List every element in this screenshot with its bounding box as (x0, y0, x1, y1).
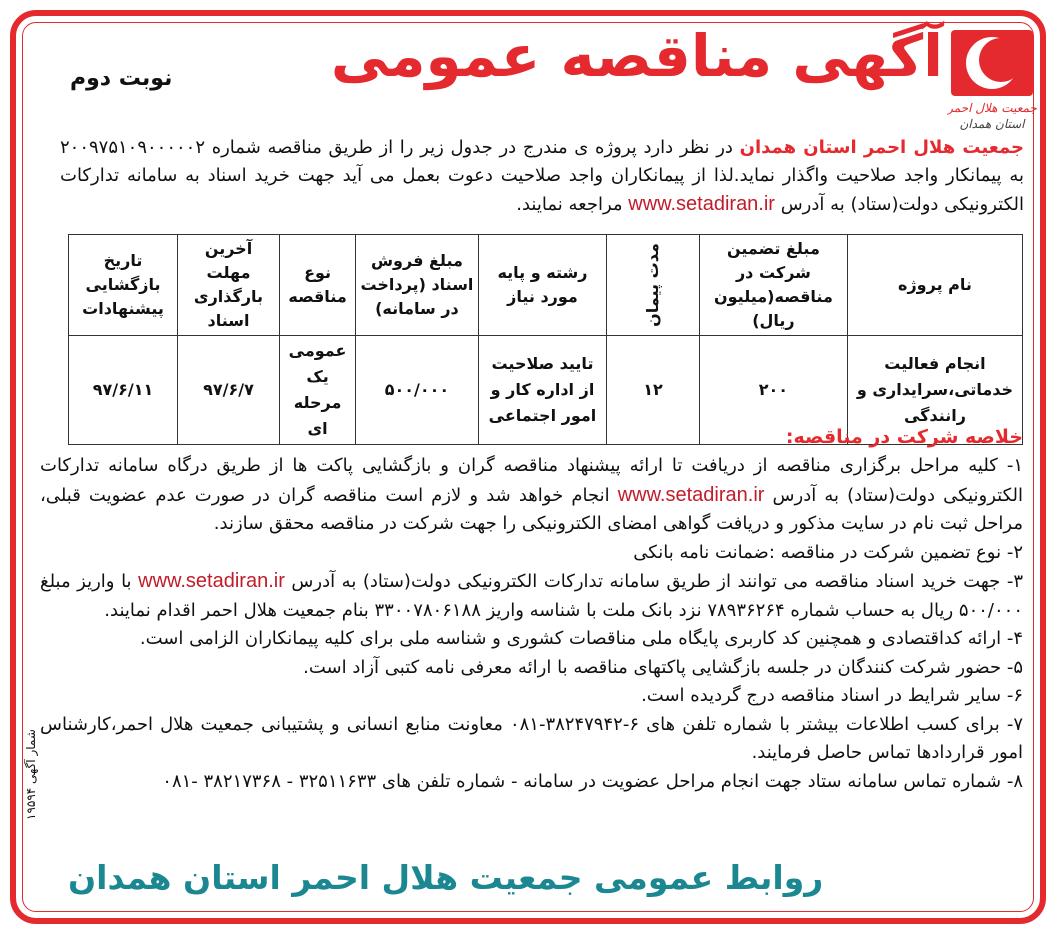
cell-duration: ۱۲ (607, 336, 700, 445)
tender-table (68, 234, 1023, 445)
summary-item-3-text-a: ۳- جهت خرید اسناد مناقصه می توانند از طریق سامانه تدارکات الکترونیکی دولت(ستاد) به آدرس (284, 571, 1023, 592)
cell-tender-type: عمومی یک مرحله ای (279, 336, 355, 445)
logo-text-2: استان همدان (959, 117, 1025, 131)
table-header-row (69, 235, 1023, 336)
red-crescent-logo-icon (947, 28, 1037, 133)
side-ad-number: شمار آگهی ۱۹۵۹۴ (24, 729, 38, 820)
intro-url-link[interactable]: www.setadiran.ir (628, 193, 775, 215)
header-guarantee: مبلغ تضمین شرکت در مناقصه(میلیون ریال) (699, 235, 847, 336)
cell-opening-date: ۹۷/۶/۱۱ (69, 336, 178, 445)
footer-signature: روابط عمومی جمعیت هلال احمر استان همدان (68, 858, 824, 897)
header-project-name: نام پروژه (847, 235, 1022, 336)
page-title: آگهی مناقصه عمومی (330, 22, 943, 90)
header-field: رشته و پایه مورد نیاز (478, 235, 606, 336)
summary-item-1-text-a: ۱- کلیه مراحل برگزاری مناقصه از دریافت تا ارائه پیشنهاد مناقصه گران و بازگشایی پاکت ها از طریق درگاه سامانه تدارکات الکترونیکی دولت(ستاد) به آدرس (40, 455, 1023, 506)
organization-name: جمعیت هلال احمر استان همدان (739, 137, 1024, 158)
summary-title: خلاصه شرکت در مناقصه: (785, 426, 1023, 448)
cell-field: تایید صلاحیت از اداره کار و امور اجتماعی (478, 336, 606, 445)
cell-deadline: ۹۷/۶/۷ (178, 336, 280, 445)
cell-project-name: انجام فعالیت خدماتی،سرایداری و رانندگی (847, 336, 1022, 445)
intro-paragraph (60, 134, 1024, 219)
summary-item-5: ۵- حضور شرکت کنندگان در جلسه بازگشایی پاکتهای مناقصه با ارائه معرفی نامه کتبی آزاد است. (303, 656, 1023, 678)
header-duration-text: مدت پیمان (643, 243, 663, 327)
summary-item-8: ۸- شماره تماس سامانه ستاد جهت انجام مراحل عضویت در سامانه - شماره تلفن های ۳۲۵۱۱۶۳۳ - ۳۸۲۱۷۳۶۸ -۰۸۱ (162, 770, 1023, 792)
header-opening-date: تاریخ بازگشایی پیشنهادات (69, 235, 178, 336)
summary-item-7: ۷- برای کسب اطلاعات بیشتر با شماره تلفن های ۶-۳۸۲۴۷۹۴۲-۰۸۱ معاونت منابع انسانی و پشتیبانی جمعیت هلال احمر،کارشناس امور قراردادها تماس حاصل فرمایند. (40, 713, 1023, 763)
round-label: نوبت دوم (70, 66, 173, 91)
summary-item-3-url-link[interactable]: www.setadiran.ir (138, 570, 285, 592)
summary-item-4: ۴- ارائه کداقتصادی و همچنین کد کاربری پایگاه ملی مناقصات کشوری و شناسه ملی برای کلیه پیمانکاران الزامی است. (139, 628, 1023, 649)
header-tender-type: نوع مناقصه (279, 235, 355, 336)
summary-item-6: ۶- سایر شرایط در اسناد مناقصه درج گردیده است. (641, 685, 1023, 706)
intro-text-2: مراجعه نمایند. (516, 194, 629, 215)
cell-guarantee: ۲۰۰ (699, 336, 847, 445)
cell-doc-price: ۵۰۰/۰۰۰ (356, 336, 479, 445)
logo-text-1: جمعیت هلال احمر (947, 101, 1037, 115)
header-doc-price: مبلغ فروش اسناد (پرداخت در سامانه) (356, 235, 479, 336)
summary-item-3-text-b: با واریز مبلغ ۵۰۰/۰۰۰ ریال به حساب شماره ۷۸۹۳۶۲۶۴ نزد بانک ملت با شناسه واریز ۳۳۰۰۷۸۰۶۱۸۸ بنام جمعیت هلال احمر اقدام نمایند. (40, 571, 1023, 621)
summary-item-2: ۲- نوع تضمین شرکت در مناقصه :ضمانت نامه بانکی (633, 541, 1023, 563)
intro-text-1: در نظر دارد پروژه ی مندرج در جدول زیر را از طریق مناقصه شماره ۲۰۰۹۷۵۱۰۹۰۰۰۰۰۲ به پیمانکار واجد صلاحیت واگذار نماید.لذا از پیمانکاران واجد صلاحیت دعوت بعمل می آید جهت خرید اسناد به سامانه تدارکات الکترونیکی دولت(ستاد) به آدرس (60, 137, 1024, 215)
header-deadline: آخرین مهلت بارگذاری اسناد (178, 235, 280, 336)
summary-list (40, 452, 1023, 796)
summary-item-1-url-link[interactable]: www.setadiran.ir (617, 483, 765, 506)
header-duration (607, 235, 700, 336)
summary-item-1-text-b: انجام خواهد شد و لازم است مناقصه گران در صورت عدم عضویت قبلی، مراحل ثبت نام در سایت مذکور و دریافت گواهی امضای الکترونیکی را جهت شرکت در مناقصه محقق سازند. (40, 484, 1023, 534)
summary-item-3 (40, 567, 1023, 625)
summary-item-1 (40, 452, 1023, 539)
